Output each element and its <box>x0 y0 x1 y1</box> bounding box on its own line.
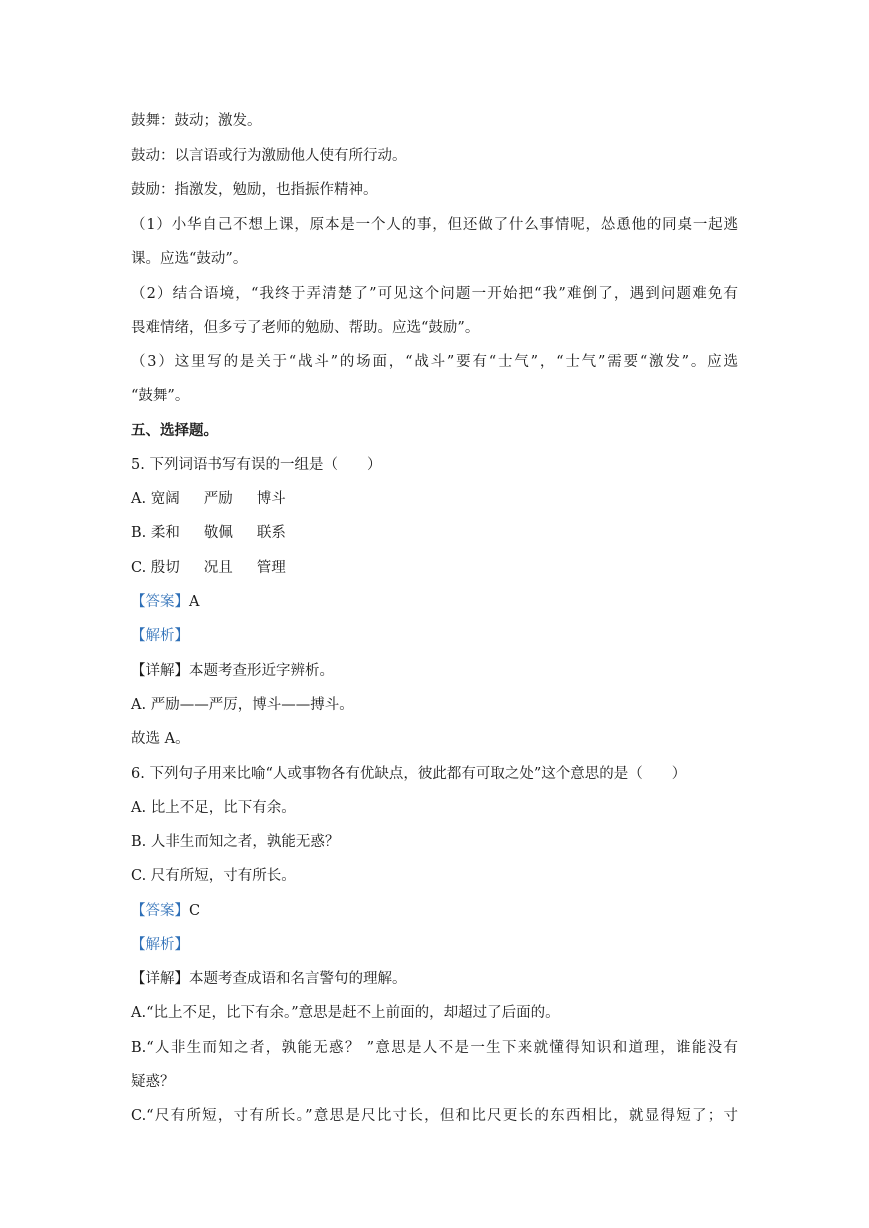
option-label: B. <box>131 525 151 541</box>
explanation-1-line-2: 课。应选“鼓动”。 <box>131 251 248 267</box>
question-6-option-c: C. 尺有所短，寸有所长。 <box>131 868 296 884</box>
option-word: 管理 <box>256 560 286 576</box>
option-label: C. <box>131 560 151 576</box>
explanation-3-line-2: “鼓舞”。 <box>131 388 190 404</box>
option-word: 联系 <box>256 525 286 541</box>
option-word: 敬佩 <box>203 525 233 541</box>
question-5-conclusion: 故选 A。 <box>131 731 190 747</box>
question-5-analysis-tag: 【解析】 <box>131 628 189 644</box>
answer-tag: 【答案】 <box>131 903 189 919</box>
question-6-detail-b-line-1: B.“人非生而知之者，孰能无惑？ ”意思是人不是一生下来就懂得知识和道理，谁能没有 <box>131 1040 738 1056</box>
question-6-answer <box>131 901 200 921</box>
option-label: A. <box>131 491 151 507</box>
explanation-1-line-1: （1）小华自己不想上课，原本是一个人的事，但还做了什么事情呢，怂恿他的同桌一起逃 <box>131 217 738 233</box>
question-6-detail: 【详解】本题考查成语和名言警句的理解。 <box>131 971 407 987</box>
answer-value: C <box>189 903 201 919</box>
question-5-option-a <box>131 489 310 509</box>
question-6-detail-b-line-2: 疑惑？ <box>131 1074 175 1090</box>
question-5-detail-a: A. 严励——严厉，博斗——搏斗。 <box>131 697 354 713</box>
question-6-detail-a: A.“比上不足，比下有余。”意思是赶不上前面的，却超过了后面的。 <box>131 1005 560 1021</box>
question-5-detail: 【详解】本题考查形近字辨析。 <box>131 663 334 679</box>
question-5-option-c <box>131 558 310 578</box>
question-6-option-a: A. 比上不足，比下有余。 <box>131 800 296 816</box>
question-6-detail-c-line-1: C.“尺有所短，寸有所长。”意思是尺比寸长，但和比尺更长的东西相比，就显得短了；寸 <box>131 1108 738 1124</box>
option-word: 殷切 <box>150 560 180 576</box>
explanation-2-line-1: （2）结合语境，“我终于弄清楚了”可见这个问题一开始把“我”难倒了，遇到问题难免有 <box>131 286 738 302</box>
question-6-option-b: B. 人非生而知之者，孰能无惑？ <box>131 834 340 850</box>
question-5-option-b <box>131 523 310 543</box>
option-word: 况且 <box>203 560 233 576</box>
explanation-3-line-1: （3）这里写的是关于“战斗”的场面，“战斗”要有“士气”，“士气”需要“激发”。应选 <box>131 354 738 370</box>
answer-tag: 【答案】 <box>131 594 189 610</box>
section-heading: 五、选择题。 <box>131 422 218 439</box>
explanation-2-line-2: 畏难情绪，但多亏了老师的勉励、帮助。应选“鼓励”。 <box>131 320 480 336</box>
question-6-analysis-tag: 【解析】 <box>131 937 189 953</box>
definition-guli: 鼓励：指激发，勉励，也指振作精神。 <box>131 182 378 198</box>
answer-value: A <box>189 594 200 610</box>
question-6-stem: 6. 下列句子用来比喻“人或事物各有优缺点，彼此都有可取之处”这个意思的是（ ） <box>131 766 687 782</box>
option-word: 博斗 <box>256 491 286 507</box>
option-word: 柔和 <box>150 525 180 541</box>
definition-gudong: 鼓动：以言语或行为激励他人使有所行动。 <box>131 148 407 164</box>
option-word: 严励 <box>203 491 233 507</box>
option-word: 宽阔 <box>150 491 180 507</box>
question-5-stem: 5. 下列词语书写有误的一组是（ ） <box>131 457 382 473</box>
definition-guwu: 鼓舞：鼓动；激发。 <box>131 113 262 129</box>
question-5-answer <box>131 592 199 612</box>
